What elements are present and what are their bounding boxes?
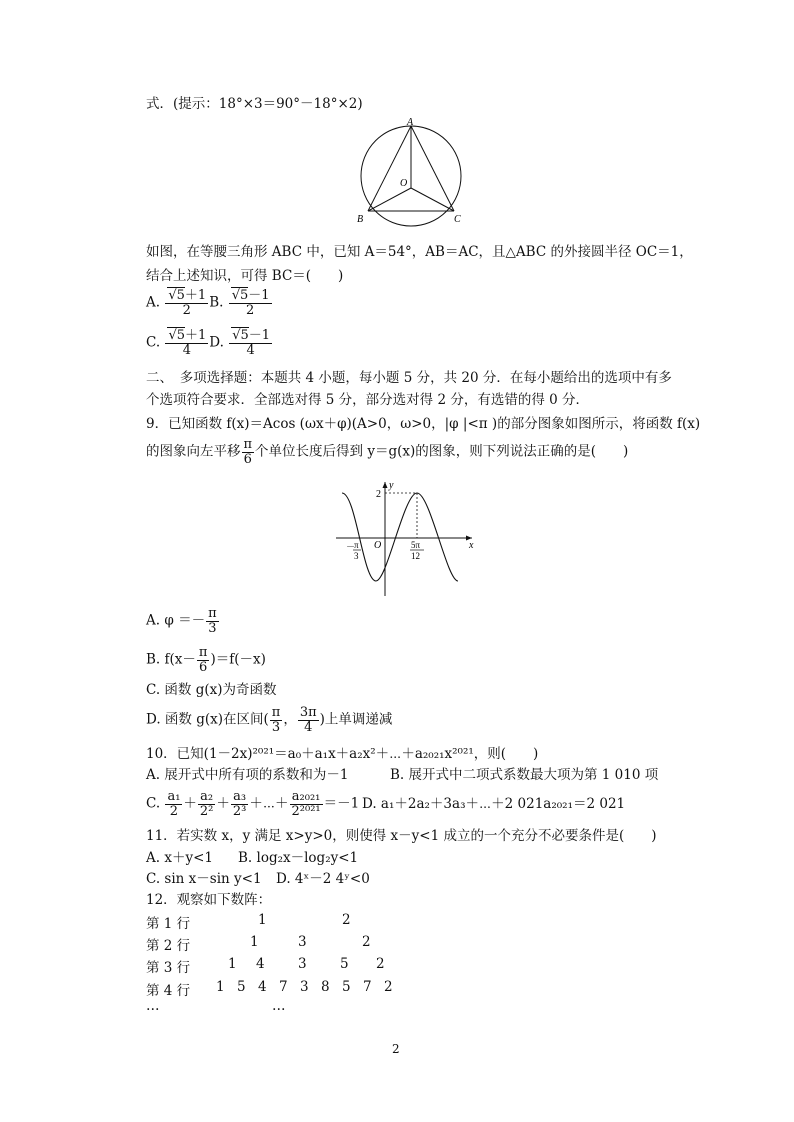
- hint-line: 式．(提示：18°×3＝90°－18°×2): [146, 96, 363, 112]
- numerator: a₃: [231, 790, 248, 805]
- label-a: A: [407, 118, 414, 128]
- q9-option-d-fraction2: [298, 706, 319, 734]
- frac-a1: [165, 790, 182, 818]
- row3-val: 5: [340, 956, 349, 972]
- q9-option-a-text: A. φ ＝－: [146, 612, 206, 629]
- denominator: 2³: [232, 803, 247, 819]
- row1-val: 1: [258, 912, 267, 928]
- segment-ob: [368, 188, 411, 211]
- segment-oc: [411, 188, 454, 211]
- q9-line2-end: 个单位长度后得到 y＝g(x)的图象，则下列说法正确的是( ): [255, 443, 629, 460]
- row3-val: 2: [376, 956, 385, 972]
- side-ac: [411, 126, 454, 211]
- q9-option-b-end: )＝f(－x): [210, 651, 266, 668]
- sqrt5: √5: [168, 288, 185, 303]
- q12-stem: 12．观察如下数阵：: [146, 892, 272, 908]
- denominator: 6: [243, 451, 252, 467]
- numerator: π: [271, 705, 281, 720]
- iso-options-ab: [146, 289, 273, 317]
- q11-stem: 11．若实数 x，y 满足 x>y>0，则使得 x－y<1 成立的一个充分不必要条件是( ): [146, 828, 657, 844]
- row4-val: 7: [279, 979, 288, 995]
- section2-line1: 二、 多项选择题：本题共 4 小题，每小题 5 分，共 20 分．在每小题给出的选项中有多: [146, 370, 672, 386]
- denominator: 4: [246, 342, 255, 358]
- row3-label: 第 3 行: [146, 960, 191, 976]
- label-twelve-den: 12: [411, 551, 420, 561]
- option-c-label: C.: [146, 334, 161, 351]
- label-pi-num: π: [354, 540, 359, 550]
- q9-option-a-fraction: [206, 607, 219, 635]
- denominator: 4: [182, 342, 191, 358]
- q9-option-c: C. 函数 g(x)为奇函数: [146, 682, 277, 698]
- row1-val: 2: [342, 912, 351, 928]
- denominator: 2: [182, 302, 191, 318]
- label-two: 2: [376, 489, 381, 500]
- option-a-label: A.: [146, 294, 161, 311]
- circumcircle-figure: [354, 118, 474, 230]
- dots: ＋⋯＋: [249, 795, 289, 812]
- denominator: 2²: [199, 803, 214, 819]
- minus-one: －1: [248, 288, 270, 303]
- q9-option-d-start: D. 函数 g(x)在区间(: [146, 711, 269, 728]
- section2-line2: 个选项符合要求．全部选对得 5 分，部分选对得 2 分，有选错的得 0 分．: [146, 392, 590, 408]
- q9-option-d-fraction1: [270, 706, 283, 734]
- denominator: 3: [208, 620, 217, 636]
- q10-option-c-label: C.: [146, 795, 161, 812]
- numerator: 3π: [299, 705, 317, 720]
- row4-val: 4: [258, 979, 267, 995]
- option-a-fraction: [165, 289, 208, 317]
- numerator: π: [198, 645, 208, 660]
- option-b-fraction: [229, 289, 272, 317]
- numerator: a₁: [167, 789, 181, 804]
- row4-val: 8: [321, 979, 330, 995]
- iso-options-cd: [146, 329, 273, 357]
- q9-line2-start: 的图象向左平移: [146, 443, 241, 460]
- ellipsis-left: …: [146, 998, 160, 1014]
- row2-val: 3: [298, 934, 307, 950]
- row4-val: 5: [237, 979, 246, 995]
- page-number: 2: [392, 1042, 400, 1056]
- frac-a2021: [290, 790, 323, 818]
- q11-option-b: B. log₂x－log₂y<1: [238, 850, 359, 866]
- label-5pi-num: 5π: [411, 540, 421, 550]
- sqrt5: √5: [231, 288, 249, 303]
- denominator: 6: [199, 659, 208, 675]
- denominator: 4: [304, 719, 313, 735]
- q9-line2: [146, 438, 628, 466]
- label-origin: O: [374, 540, 382, 551]
- numerator: a₂₀₂₁: [290, 790, 323, 805]
- denominator: 3: [271, 719, 281, 735]
- option-c-fraction: [165, 329, 208, 357]
- row4-val: 3: [300, 979, 309, 995]
- q11-option-a: A. x＋y<1: [146, 850, 213, 866]
- sqrt5: √5: [168, 328, 185, 343]
- row2-val: 2: [362, 934, 371, 950]
- row4-val: 7: [363, 979, 372, 995]
- side-ab: [368, 126, 411, 211]
- q9-option-d: [146, 706, 392, 734]
- option-d-label: D.: [209, 334, 224, 351]
- label-c: C: [454, 214, 461, 225]
- plus-one: ＋1: [185, 328, 207, 343]
- q10-option-b: B. 展开式中二项式系数最大项为第 1 010 项: [390, 767, 659, 783]
- plus-one: ＋1: [184, 288, 207, 303]
- ellipsis-middle: …: [272, 998, 286, 1014]
- q10-option-a: A. 展开式中所有项的系数和为－1: [146, 767, 349, 783]
- q10-option-d: D. a₁＋2a₂＋3a₃＋⋯＋2 021a₂₀₂₁＝2 021: [362, 796, 626, 812]
- label-three-den: 3: [354, 551, 359, 561]
- option-b-label: B.: [209, 294, 224, 311]
- iso-question-line1: 如图，在等腰三角形 ABC 中，已知 A＝54°，AB＝AC，且△ABC 的外接圆半径 OC＝1，: [146, 244, 693, 260]
- row3-val: 4: [256, 956, 265, 972]
- q9-line1: 9．已知函数 f(x)＝Acos (ωx＋φ)(A>0，ω>0，|φ |<π )的部分图象如图所示，将函数 f(x): [146, 416, 701, 432]
- y-axis-arrow: [383, 482, 388, 488]
- comma: ，: [283, 711, 297, 728]
- row4-label: 第 4 行: [146, 983, 191, 999]
- q11-option-d: D. 4ˣ－2 4ʸ<0: [276, 871, 370, 887]
- row4-val: 2: [384, 979, 393, 995]
- q11-option-c: C. sin x－sin y<1: [146, 871, 262, 887]
- q9-option-a: [146, 607, 220, 635]
- cosine-curve: [342, 493, 458, 581]
- sqrt5: √5: [232, 328, 249, 343]
- q9-shift-fraction: [242, 438, 255, 466]
- label-neg: －: [346, 542, 356, 552]
- cosine-graph: [332, 476, 482, 601]
- number-array: [146, 912, 446, 1012]
- minus-one: －1: [248, 328, 271, 343]
- option-d-fraction: [229, 329, 272, 357]
- q10-option-c: C. $\frac{\text{a₁}}{2}$ ＋ $\frac{\text{a₂}}{\text{2²}}$ ＋ $\frac{\text{a₃}}{\text{2³}}$ ＋⋯＋ $\frac{\text{a₂₀₂₁}}{\text{2²⁰²¹}}$ ＝－1: [146, 789, 360, 819]
- label-o: O: [400, 178, 408, 189]
- denominator: 2²⁰²¹: [291, 803, 321, 819]
- numerator: π: [243, 437, 253, 452]
- q9-option-d-end: )上单调递减: [319, 711, 393, 728]
- label-b: B: [357, 214, 364, 225]
- label-y: y: [389, 480, 394, 491]
- q9-option-b-start: B. f(x－: [146, 651, 196, 668]
- q10-stem: 10．已知(1－2x)²⁰²¹＝a₀＋a₁x＋a₂x²＋⋯＋a₂₀₂₁x²⁰²¹，则( ): [146, 746, 539, 762]
- denominator: 2: [169, 803, 179, 819]
- row3-val: 3: [298, 956, 307, 972]
- row2-label: 第 2 行: [146, 938, 191, 954]
- q9-option-b-fraction: [197, 646, 210, 674]
- row1-label: 第 1 行: [146, 916, 191, 932]
- denominator: 2: [245, 302, 255, 318]
- numerator: a₂: [198, 790, 215, 805]
- row2-val: 1: [250, 934, 259, 950]
- label-x: x: [469, 540, 474, 551]
- iso-question-line2: 结合上述知识，可得 BC＝( ): [146, 268, 344, 284]
- frac-a3: [231, 790, 248, 818]
- equals-neg-one: ＝－1: [323, 795, 360, 812]
- q9-option-b: [146, 646, 266, 674]
- row4-val: 1: [216, 979, 225, 995]
- row3-val: 1: [228, 956, 237, 972]
- frac-a2: [198, 790, 215, 818]
- numerator: π: [208, 606, 217, 621]
- row4-val: 5: [342, 979, 351, 995]
